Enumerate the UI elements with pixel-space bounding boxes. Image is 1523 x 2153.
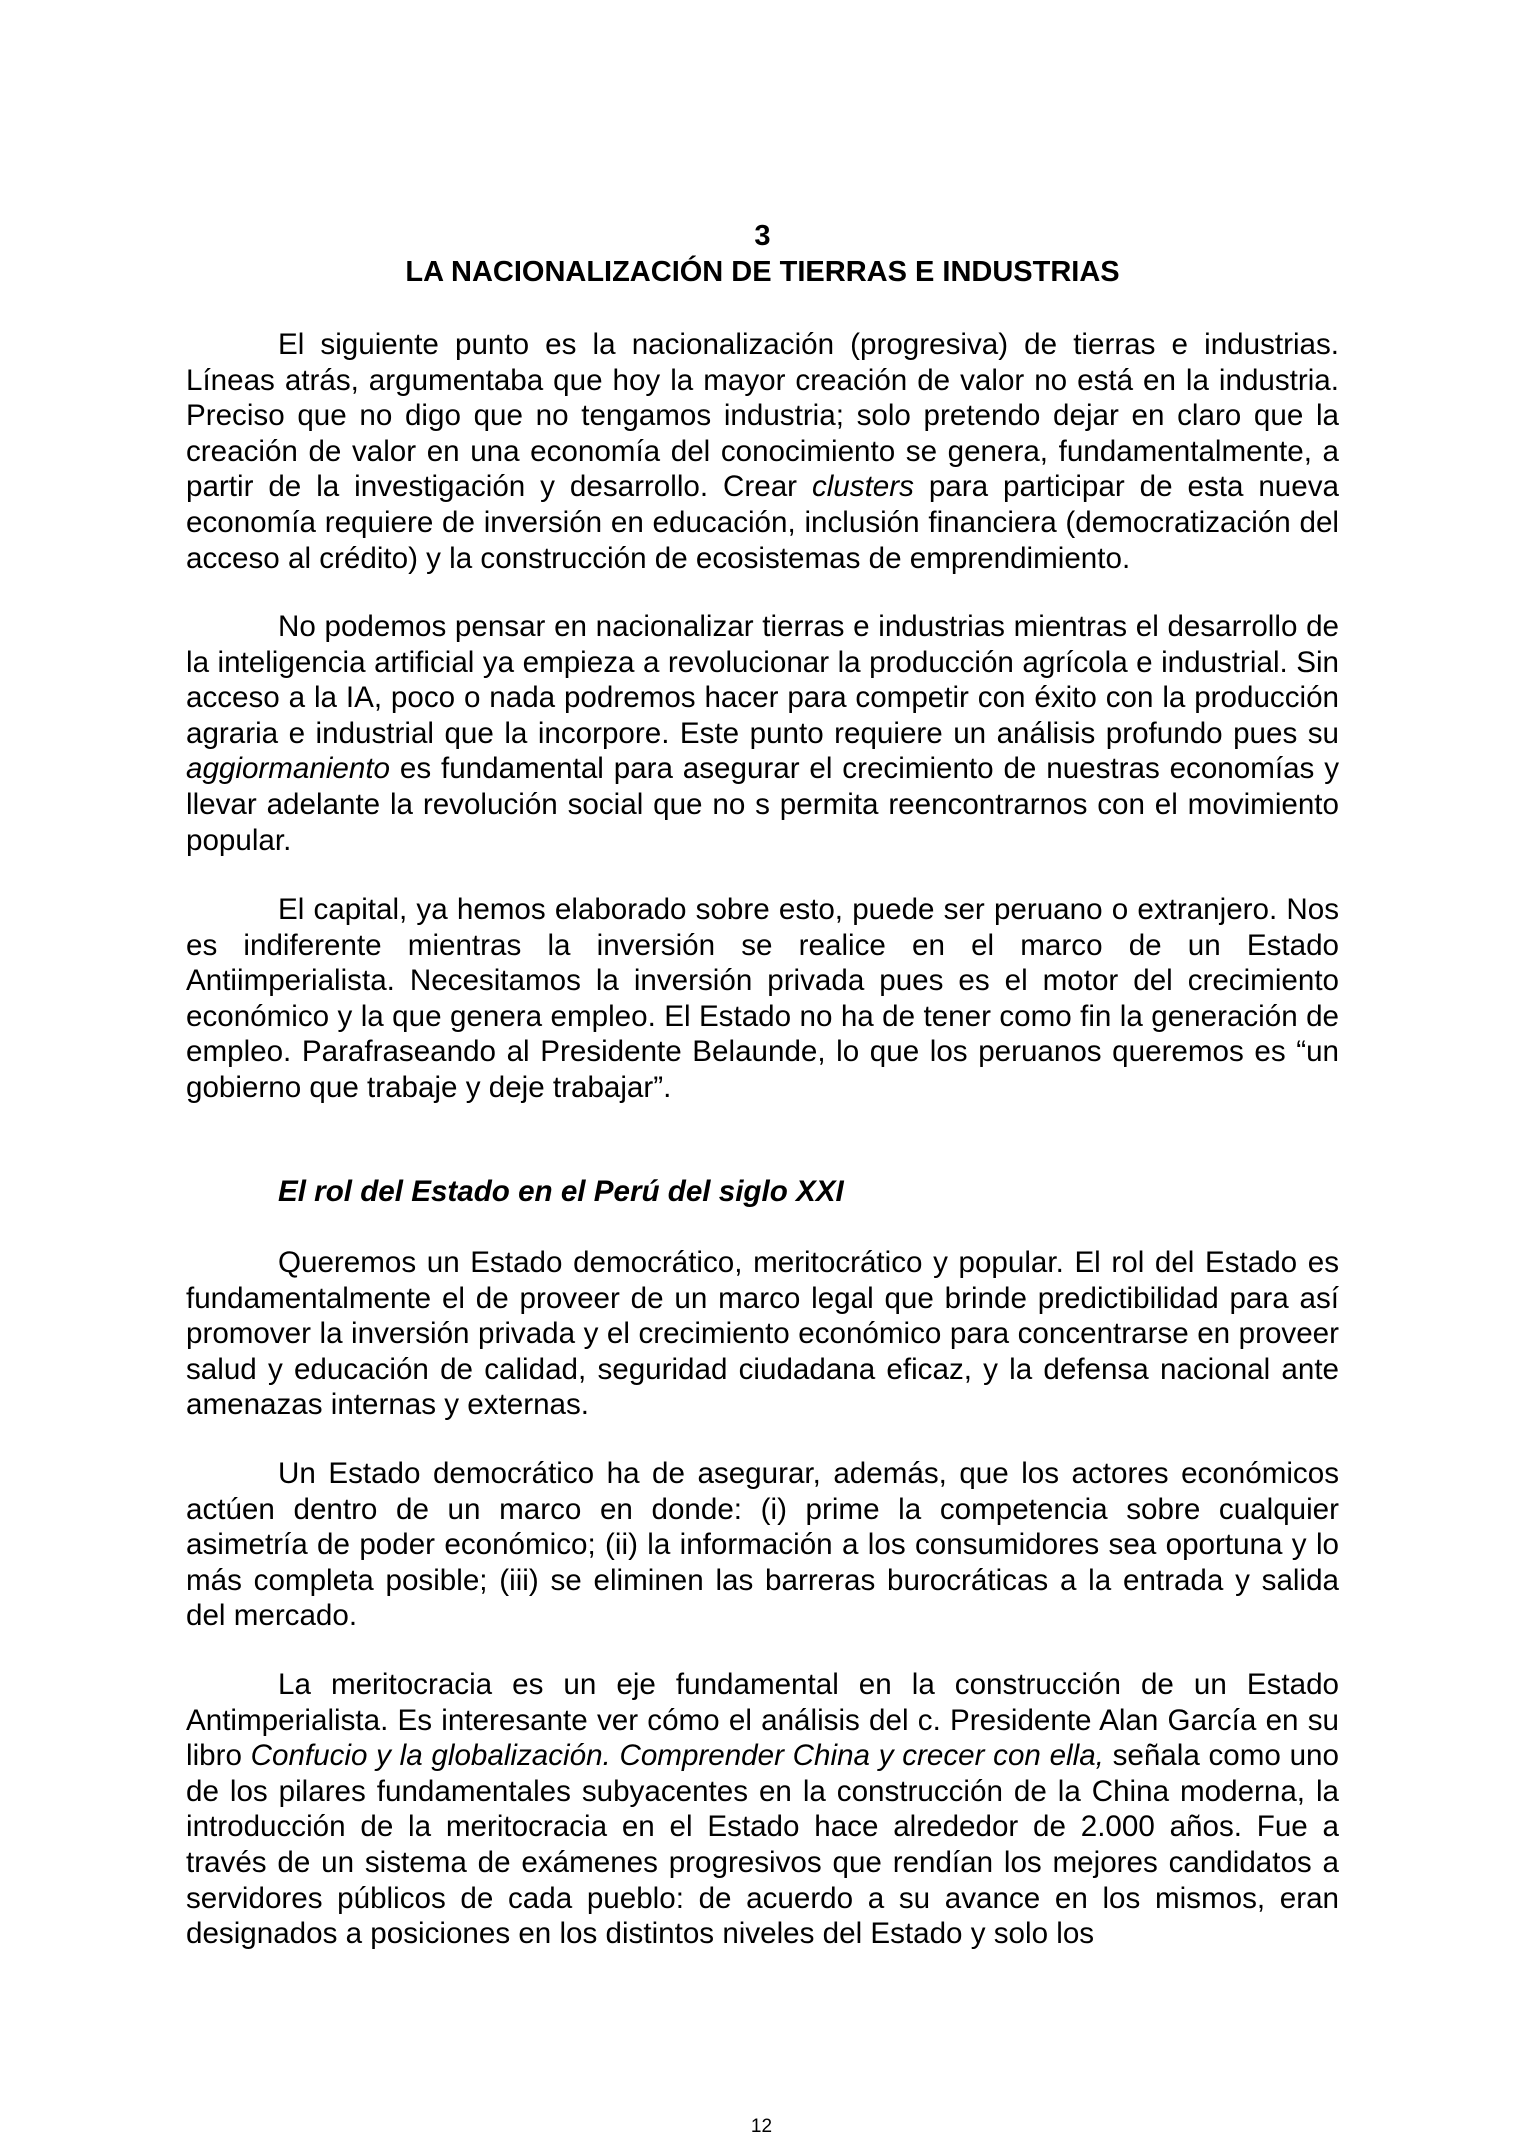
paragraph-5: Un Estado democrático ha de asegurar, además, que los actores económicos actúen dentro de un marco en donde: (i) prime la competencia sobre cualquier asimetría de poder económico; (ii) la información a los consumidores sea oportuna y lo más completa posible; (iii) se eliminen las barreras burocráticas a la entrada y salida del mercado. — [186, 1457, 1339, 1633]
paragraph-2-text-a: No podemos pensar en nacionalizar tierras e industrias mientras el desarrollo de la inteligencia artificial ya empieza a revolucionar la producción agrícola e industrial. Sin acceso a la IA, poco o nada podremos hacer para competir con éxito con la producción agraria e industrial que la incorpore. Este punto requiere un análisis profundo pues su — [186, 610, 1339, 750]
paragraph-2-text-b: es fundamental para asegurar el crecimiento de nuestras economías y llevar adelante la revolución social que no s permita reencontrarnos con el movimiento popular. — [186, 752, 1339, 857]
paragraph-2 — [186, 609, 1339, 858]
paragraph-1 — [186, 327, 1339, 576]
chapter-number: 3 — [754, 220, 771, 252]
paragraph-4: Queremos un Estado democrático, meritocrático y popular. El rol del Estado es fundamentalmente el de proveer de un marco legal que brinde predictibilidad para así promover la inversión privada y el crecimiento económico para concentrarse en proveer salud y educación de calidad, seguridad ciudadana eficaz, y la defensa nacional ante amenazas internas y externas. — [186, 1246, 1339, 1422]
paragraph-2-emphasis: aggiormaniento — [186, 752, 391, 786]
paragraph-6-book-title: Confucio y la globalización. Comprender China y crecer con ella, — [250, 1739, 1104, 1773]
paragraph-1-text-b: para participar de esta nueva economía requiere de inversión en educación, inclusión financiera (democratización del acceso al crédito) y la construcción de ecosistemas de emprendimiento. — [186, 470, 1339, 575]
paragraph-6 — [186, 1667, 1339, 1952]
paragraph-6-text-a: La meritocracia es un eje fundamental en la construcción de un Estado Antimperialista. Es interesante ver cómo el análisis del c. Presidente Alan García en su libro — [186, 1668, 1339, 1773]
paragraph-6-text-b: señala como uno de los pilares fundamentales subyacentes en la construcción de la China moderna, la introducción de la meritocracia en el Estado hace alrededor de 2.000 años. Fue a través de un sistema de exámenes progresivos que rendían los mejores candidatos a servidores públicos de cada pueblo: de acuerdo a su avance en los mismos, eran designados a posiciones en los distintos niveles del Estado y solo los — [186, 1739, 1339, 1951]
chapter-title: LA NACIONALIZACIÓN DE TIERRAS E INDUSTRIAS — [405, 256, 1120, 288]
page-number: 12 — [750, 2116, 773, 2137]
paragraph-3: El capital, ya hemos elaborado sobre esto, puede ser peruano o extranjero. Nos es indiferente mientras la inversión se realice en el marco de un Estado Antiimperialista. Necesitamos la inversión privada pues es el motor del crecimiento económico y la que genera empleo. El Estado no ha de tener como fin la generación de empleo. Parafraseando al Presidente Belaunde, lo que los peruanos queremos es “un gobierno que trabaje y deje trabajar”. — [186, 893, 1339, 1104]
section-heading: El rol del Estado en el Perú del siglo XXI — [278, 1175, 844, 1208]
paragraph-1-text-a: El siguiente punto es la nacionalización (progresiva) de tierras e industrias. Líneas atrás, argumentaba que hoy la mayor creación de valor no está en la industria. Preciso que no digo que no tengamos industria; solo pretendo dejar en claro que la creación de valor en una economía del conocimiento se genera, fundamentalmente, a partir de la investigación y desarrollo. Crear — [186, 328, 1339, 504]
paragraph-1-emphasis: clusters — [811, 470, 914, 504]
